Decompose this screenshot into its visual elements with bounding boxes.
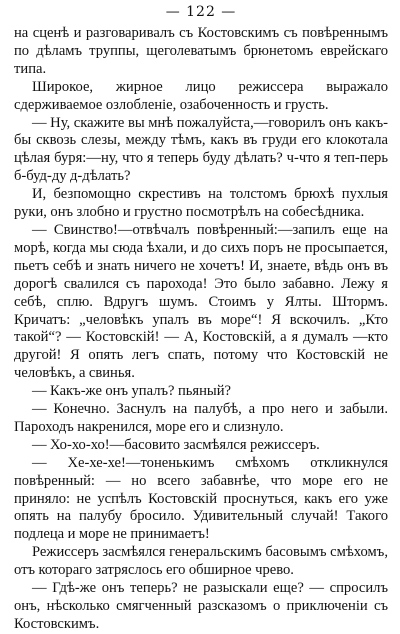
paragraph: — Конечно. Заснулъ на палубѣ, а про него и забыли. Пароходъ накренился, море его и слизнуло. bbox=[14, 401, 388, 435]
paragraph: — Хе-хе-хе!—тоненькимъ смѣхомъ откликнулся повѣренный: — но всего забавнѣе, что море его не приняло: не успѣлъ Костовскій проснуться, какъ его уже опять на палубу бросило. Удивительный случай! Такого подлеца и море не принимаетъ! bbox=[14, 454, 388, 543]
paragraph: — Гдѣ-же онъ теперь? не разыскали еще? — спросилъ онъ, нѣсколько смягченный разсказомъ о приключеніи съ Костовскимъ. bbox=[14, 580, 388, 632]
paragraph: — Свинство!—отвѣчалъ повѣренный:—запилъ еще на морѣ, когда мы сюда ѣхали, и до сихъ поръ не просыпается, пьетъ себѣ и знать ничего не хочетъ! И, знаете, вѣдь онъ въ дорогѣ свалился съ парохода! Это было забавно. Лежу я себѣ, сплю. Вдругъ шумъ. Стоимъ у Ялты. Штормъ. Кричатъ: „человѣкъ упалъ въ море“! Я вскочилъ. „Кто такой“? — Костовскій! — А, Костовскій, а я думалъ —кто другой! Я опять легъ спать, потому что Костовскій не человѣкъ, а свинья. bbox=[14, 221, 388, 382]
page-number-header: — 122 — bbox=[165, 4, 237, 20]
paragraph: на сценѣ и разговаривалъ съ Костовскимъ съ повѣреннымъ по дѣламъ труппы, щеголеватымъ брюнетомъ еврейскаго типа. bbox=[14, 25, 388, 77]
page-body bbox=[14, 25, 388, 634]
paragraph: Режиссеръ засмѣялся генеральскимъ басовымъ смѣхомъ, отъ котораго затряслось его обширное чрево. bbox=[14, 544, 388, 579]
paragraph: — Какъ-же онъ упалъ? пьяный? bbox=[32, 383, 232, 400]
paragraph: И, безпомощно скрестивъ на толстомъ брюхѣ пухлыя руки, онъ злобно и грустно посмотрѣлъ на собесѣдника. bbox=[14, 186, 388, 221]
paragraph: — Ну, скажите вы мнѣ пожалуйста,—говорилъ онъ какъ-бы сквозь слезы, между тѣмъ, какъ въ груди его клокотала цѣлая буря:—ну, что я теперь буду дѣлать? ч-что я теп-перь б-буд-ду д-дѣлать? bbox=[14, 114, 388, 185]
paragraph: — Хо-хо-хо!—басовито засмѣялся режиссеръ. bbox=[32, 436, 320, 453]
paragraph: Широкое, жирное лицо режиссера выражало сдерживаемое озлобленіе, озабоченность и грусть. bbox=[14, 78, 388, 113]
